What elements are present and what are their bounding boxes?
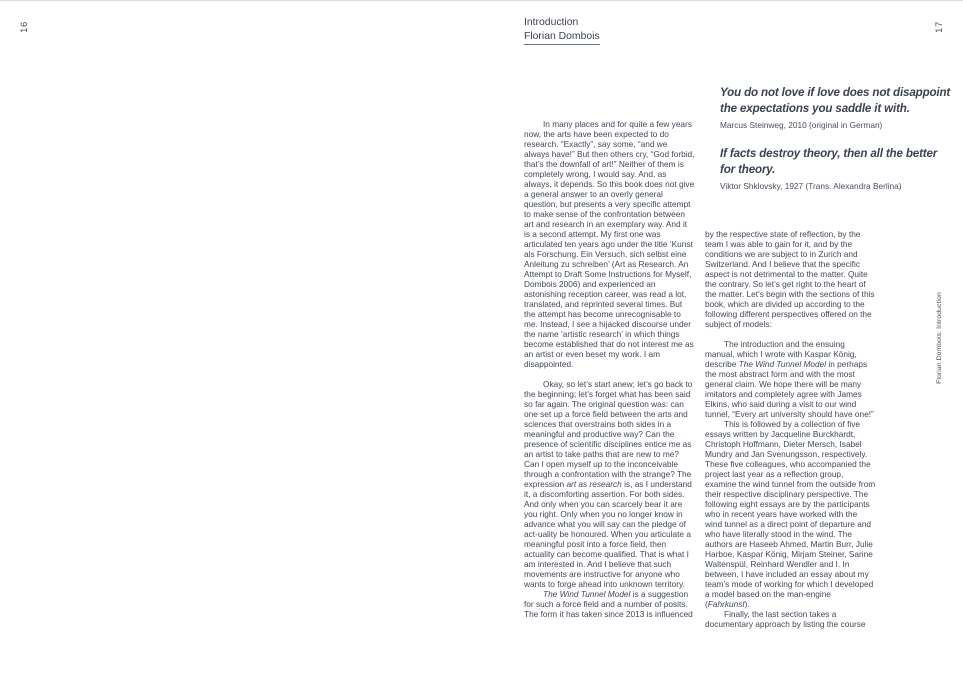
- text-segment: by the respective state of reflection, by the team I was able to gain for it, and by the conditions we are subject to in Zurich and Switzerland. And I believe that the specific aspect is not detrimental to the matter. Quite the contrary. So let’s get right to the heart of the matter. Let’s begin with the sections of this book, which are divided up according to the following different perspectives offered on the subject of models:: [705, 229, 875, 329]
- epigraph-line: You do not love if love does not disappoint: [720, 86, 951, 99]
- page-number-left: 16: [18, 21, 29, 33]
- running-side-label: Florian Dombois: Introduction: [936, 292, 943, 384]
- epigraph-line: for theory.: [720, 163, 776, 176]
- epigraph-attribution: Viktor Shklovsky, 1927 (Trans. Alexandra Berlina): [720, 181, 902, 191]
- epigraph-steinweg: [720, 85, 958, 131]
- text-segment: In many places and for quite a few years now, the arts have been expected to do research. “Exactly”, say some, “and we always have!” But then others cry, “God forbid, that’s the downfall of art!” Neither of them is completely wrong, I would say. And, as always, it depends. So this book does not give a general answer to an overly general question, but presents a very specific attempt to make sense of the confrontation between art and research in an exemplary way. And it is a second attempt. My first one was articulated ten years ago under the title ‘Kunst als Forschung. Ein Versuch, sich selbst eine Anleitung zu schreiben’ (Art as Research. An Attempt to Draft Some Instructions for Myself, Dombois 2006) and experienced an astonishing reception career, was read a lot, translated, and reprinted several times. But the attempt has become unrecognisable to me. Instead, I see a hijacked discourse under the name ‘artistic research’ in which things become established that do not interest me as an artist or even beset my work. I am disappointed.: [524, 119, 695, 369]
- chapter-title: Introduction: [524, 17, 579, 28]
- chapter-author: Florian Dombois: [524, 30, 600, 46]
- epigraphs: [720, 85, 958, 207]
- epigraph-shklovsky: [720, 146, 958, 192]
- text-column-left: [524, 119, 695, 619]
- text-segment: is, as I understand it, a discomforting assertion. For both sides. And only when you can scarcely bear it are you right. Only when you no longer know in advance what you will say can the pledge of act-uality be honoured. When you articulate a meaningful posit into a force field, then actuality can become qualified. That is what I am interested in. And I believe that such movements are instructive for anyone who wants to forge ahead into unknown territory.: [524, 479, 692, 589]
- epigraph-attribution: Marcus Steinweg, 2010 (original in German): [720, 120, 883, 130]
- chapter-header: [524, 16, 600, 45]
- paragraph: [705, 609, 876, 629]
- paragraph: [705, 419, 876, 609]
- page-top-edge: [0, 0, 963, 1]
- epigraph-text: [720, 146, 958, 178]
- text-segment: Okay, so let’s start anew; let’s go back to the beginning; let’s forget what has been said so far again. The original question was: can one set up a force field between the arts and sciences that overstrains both sides in a meaningful and productive way? Can the presence of scientific disciplines entice me as an artist to take paths that are new to me? Can I open myself up to the inconceivable through a confrontation with the strange? The expression: [524, 379, 693, 489]
- text-segment: ).: [744, 599, 750, 609]
- paragraph: [705, 229, 876, 329]
- epigraph-line: the expectations you saddle it with.: [720, 102, 910, 115]
- epigraph-text: [720, 85, 958, 117]
- page-number-right: 17: [933, 21, 944, 33]
- italic-text-segment: The Wind Tunnel Model: [738, 359, 827, 369]
- text-segment: is a suggestion for such a force field and a number of posits. The form it has taken since 2013 is influenced: [524, 589, 693, 619]
- paragraph: [705, 339, 876, 419]
- text-segment: This is followed by a collection of five essays written by Jacqueline Burckhardt, Christoph Hoffmann, Dieter Mersch, Isabel Mundry and Jan Svenungsson, respectively. These five colleagues, who accompanied the project last year as a reflection group, examine the wind tunnel from the outside from their respective disciplinary perspective. The following eight essays are by the participants who in recent years have worked with the wind tunnel as a direct point of departure and who have literally stood in the wind. The authors are Haseeb Ahmed, Martin Burr, Julie Harboe, Kaspar König, Mirjam Steiner, Sarine Waltenspül, Reinhard Wendler and I. In between, I have included an essay about my team’s mode of working for which I developed a model based on the man-engine (: [705, 419, 876, 609]
- paragraph: [524, 589, 695, 619]
- italic-text-segment: The Wind Tunnel Model: [543, 589, 631, 599]
- paragraph: [524, 119, 695, 369]
- text-column-right: [705, 229, 876, 629]
- italic-text-segment: Fahrkunst: [707, 599, 745, 609]
- italic-text-segment: art as research: [566, 479, 622, 489]
- paragraph: [524, 379, 695, 589]
- text-segment: in perhaps the most abstract form and with the most general claim. We hope there will be many imitators and completely agree with James Elkins, who said during a visit to our wind tunnel, “Every art university should have one!”: [705, 359, 874, 419]
- text-segment: The introduction and the ensuing manual, which I wrote with Kaspar König, describe: [705, 339, 857, 369]
- epigraph-line: If facts destroy theory, then all the better: [720, 147, 938, 160]
- text-segment: Finally, the last section takes a documentary approach by listing the course: [705, 609, 866, 629]
